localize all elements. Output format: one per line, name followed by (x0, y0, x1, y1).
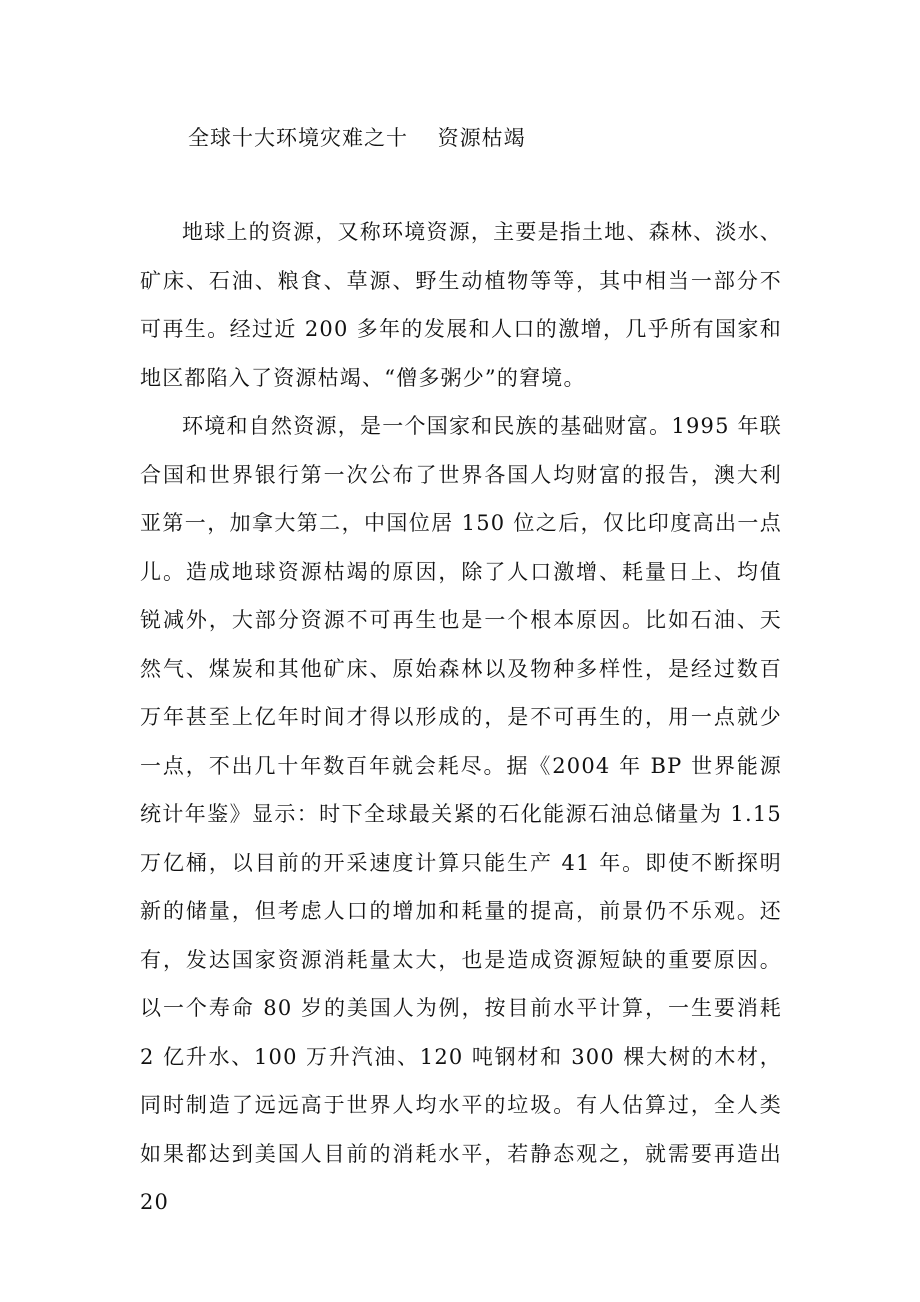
paragraph-resources-definition: 地球上的资源，又称环境资源，主要是指土地、森林、淡水、矿床、石油、粮食、草源、野生动植物等等，其中相当一部分不可再生。经过近 200 多年的发展和人口的激增，几乎所有国家和地区都陷入了资源枯竭、“僧多粥少”的窘境。 (140, 220, 782, 390)
document-title: 全球十大环境灾难之十 资源枯竭 (188, 126, 526, 150)
paragraph-resources-depletion: 环境和自然资源，是一个国家和民族的基础财富。1995 年联合国和世界银行第一次公布了世界各国人均财富的报告，澳大利亚第一，加拿大第二，中国位居 150 位之后，仅比印度高出一点儿。造成地球资源枯竭的原因，除了人口激增、耗量日上、均值锐减外，大部分资源不可再生也是一个根本原因。比如石油、天然气、煤炭和其他矿床、原始森林以及物种多样性，是经过数百万年甚至上亿年时间才得以形成的，是不可再生的，用一点就少一点，不出几十年数百年就会耗尽。据《2004 年 BP 世界能源统计年鉴》显示：时下全球最关紧的石化能源石油总储量为 1.15 万亿桶，以目前的开采速度计算只能生产 41 年。即使不断探明新的储量，但考虑人口的增加和耗量的提高，前景仍不乐观。还有，发达国家资源消耗量太大，也是造成资源短缺的重要原因。以一个寿命 80 岁的美国人为例，按目前水平计算，一生要消耗 2 亿升水、100 万升汽油、120 吨钢材和 300 棵大树的木材，同时制造了远远高于世界人均水平的垃圾。有人估算过，全人类如果都达到美国人目前的消耗水平，若静态观之，就需要再造出 20 (140, 414, 782, 1214)
document-body (140, 208, 782, 1227)
